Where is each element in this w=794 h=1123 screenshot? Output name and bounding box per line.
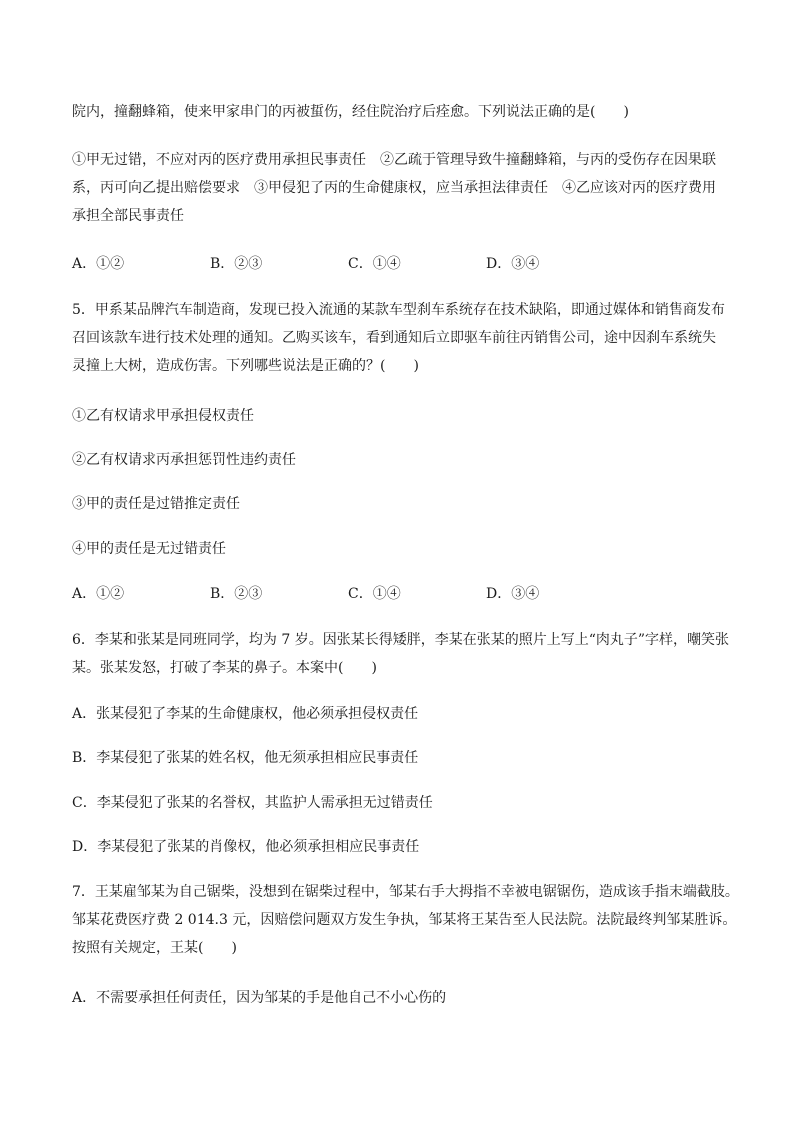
q6-stem-line: 某。张某发怒，打破了李某的鼻子。本案中( ) — [72, 660, 377, 676]
q6-option-c: C．李某侵犯了张某的名誉权，其监护人需承担无过错责任 — [72, 795, 433, 811]
q7-stem — [72, 878, 739, 962]
q5-option-c: C．①④ — [348, 586, 401, 602]
q5-option-a: A．①② — [72, 586, 125, 602]
q5-stem-line: 灵撞上大树，造成伤害。下列哪些说法是正确的？( ) — [72, 358, 419, 374]
q5-stem-line: 5．甲系某品牌汽车制造商，发现已投入流通的某款车型刹车系统存在技术缺陷，即通过媒体和销售商发布 — [72, 302, 725, 318]
q7-stem-line: 邹某花费医疗费 2 014.3 元，因赔偿问题双方发生争执，邹某将王某告至人民法院。法院最终判邹某胜诉。 — [72, 912, 737, 928]
q5-item-3: ③甲的责任是过错推定责任 — [72, 496, 240, 512]
q4-option-d: D．③④ — [486, 256, 540, 272]
q6-option-d: D．李某侵犯了张某的肖像权，他必须承担相应民事责任 — [72, 839, 420, 855]
q4-statement-line: ①甲无过错，不应对丙的医疗费用承担民事责任 ②乙疏于管理导致牛撞翻蜂箱，与丙的受伤存在因果联 — [72, 152, 716, 168]
q4-stem-line: 院内，撞翻蜂箱，使来甲家串门的丙被蜇伤，经住院治疗后痊愈。下列说法正确的是( ) — [72, 104, 629, 120]
q6-option-b: B．李某侵犯了张某的姓名权，他无须承担相应民事责任 — [72, 750, 419, 766]
q5-stem-line: 召回该款车进行技术处理的通知。乙购买该车，看到通知后立即驱车前往丙销售公司，途中因刹车系统失 — [72, 330, 716, 346]
q4-statement-line: 系，丙可向乙提出赔偿要求 ③甲侵犯了丙的生命健康权，应当承担法律责任 ④乙应该对丙的医疗费用 — [72, 180, 716, 196]
q4-option-c: C．①④ — [348, 256, 401, 272]
q4-option-a: A．①② — [72, 256, 125, 272]
q5-stem — [72, 296, 732, 380]
q6-stem-line: 6．李某和张某是同班同学，均为 7 岁。因张某长得矮胖，李某在张某的照片上写上“肉丸子”字样，嘲笑张 — [72, 632, 730, 648]
q5-option-d: D．③④ — [486, 586, 540, 602]
q5-item-1: ①乙有权请求甲承担侵权责任 — [72, 408, 254, 424]
q7-stem-line: 7．王某雇邹某为自己锯柴，没想到在锯柴过程中，邹某右手大拇指不幸被电锯锯伤，造成该手指末端截肢。 — [72, 884, 739, 900]
q7-option-a: A．不需要承担任何责任，因为邹某的手是他自己不小心伤的 — [72, 990, 447, 1006]
q4-stem — [72, 98, 732, 126]
q7-stem-line: 按照有关规定，王某( ) — [72, 940, 237, 956]
q4-statement-line: 承担全部民事责任 — [72, 208, 184, 224]
q6-option-a: A．张某侵犯了李某的生命健康权，他必须承担侵权责任 — [72, 706, 419, 722]
q4-statements — [72, 146, 732, 230]
q4-option-b: B．②③ — [210, 256, 263, 272]
q6-stem — [72, 626, 732, 682]
q5-item-2: ②乙有权请求丙承担惩罚性违约责任 — [72, 452, 296, 468]
q5-item-4: ④甲的责任是无过错责任 — [72, 541, 226, 557]
q5-options — [72, 580, 732, 608]
q5-option-b: B．②③ — [210, 586, 263, 602]
q4-options — [72, 250, 732, 278]
